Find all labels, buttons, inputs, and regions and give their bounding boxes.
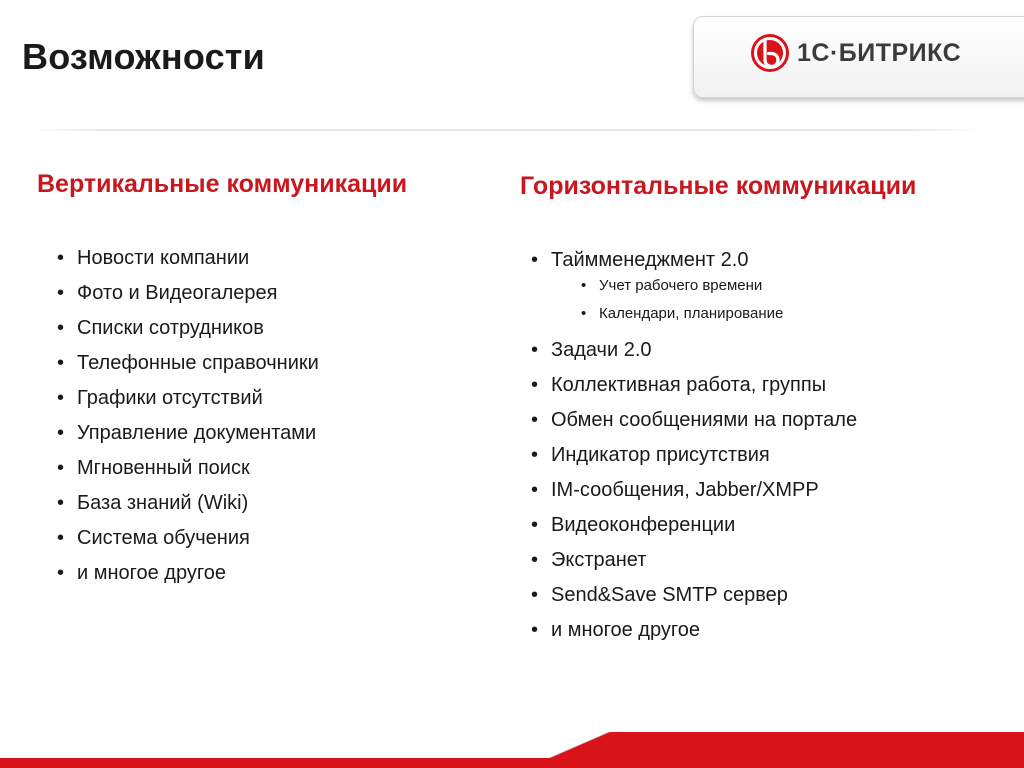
vertical-communications-heading: Вертикальные коммуникации [37, 170, 408, 198]
list-item: • Коллективная работа, группы [531, 373, 857, 408]
list-item: • и многое другое [531, 618, 857, 653]
list-item: • База знаний (Wiki) [57, 491, 319, 526]
horizontal-communications-list [531, 248, 857, 653]
list-item: • Индикатор присутствия [531, 443, 857, 478]
list-item: • Экстранет [531, 548, 857, 583]
list-item: • Send&Save SMTP сервер [531, 583, 857, 618]
footer-bar [0, 758, 1024, 768]
list-item: • и многое другое [57, 561, 319, 596]
list-item: • Система обучения [57, 526, 319, 561]
list-item: • Новости компании [57, 246, 319, 281]
list-item: • Задачи 2.0 [531, 338, 857, 373]
list-item: • Телефонные справочники [57, 351, 319, 386]
title-divider [30, 129, 980, 131]
sub-list-item: • Учет рабочего времени [581, 276, 857, 304]
list-item: • Фото и Видеогалерея [57, 281, 319, 316]
slide-title: Возможности [22, 36, 265, 77]
list-item: • IM-сообщения, Jabber/XMPP [531, 478, 857, 513]
list-item: • Управление документами [57, 421, 319, 456]
horizontal-communications-heading: Горизонтальные коммуникации [520, 172, 917, 200]
list-item: • Обмен сообщениями на портале [531, 408, 857, 443]
list-item: • Мгновенный поиск [57, 456, 319, 491]
list-item: • Списки сотрудников [57, 316, 319, 351]
bitrix-logo-icon [750, 33, 790, 73]
brand-logo-text: 1С·БИТРИКС [797, 39, 962, 67]
vertical-communications-list [57, 246, 319, 596]
sub-list-item: • Календари, планирование [581, 304, 857, 332]
brand-logo-panel [693, 16, 1024, 98]
list-item: • Таймменеджмент 2.0 [531, 248, 857, 283]
footer-wedge-decoration [550, 732, 1024, 758]
list-item: • Видеоконференции [531, 513, 857, 548]
list-item: • Графики отсутствий [57, 386, 319, 421]
